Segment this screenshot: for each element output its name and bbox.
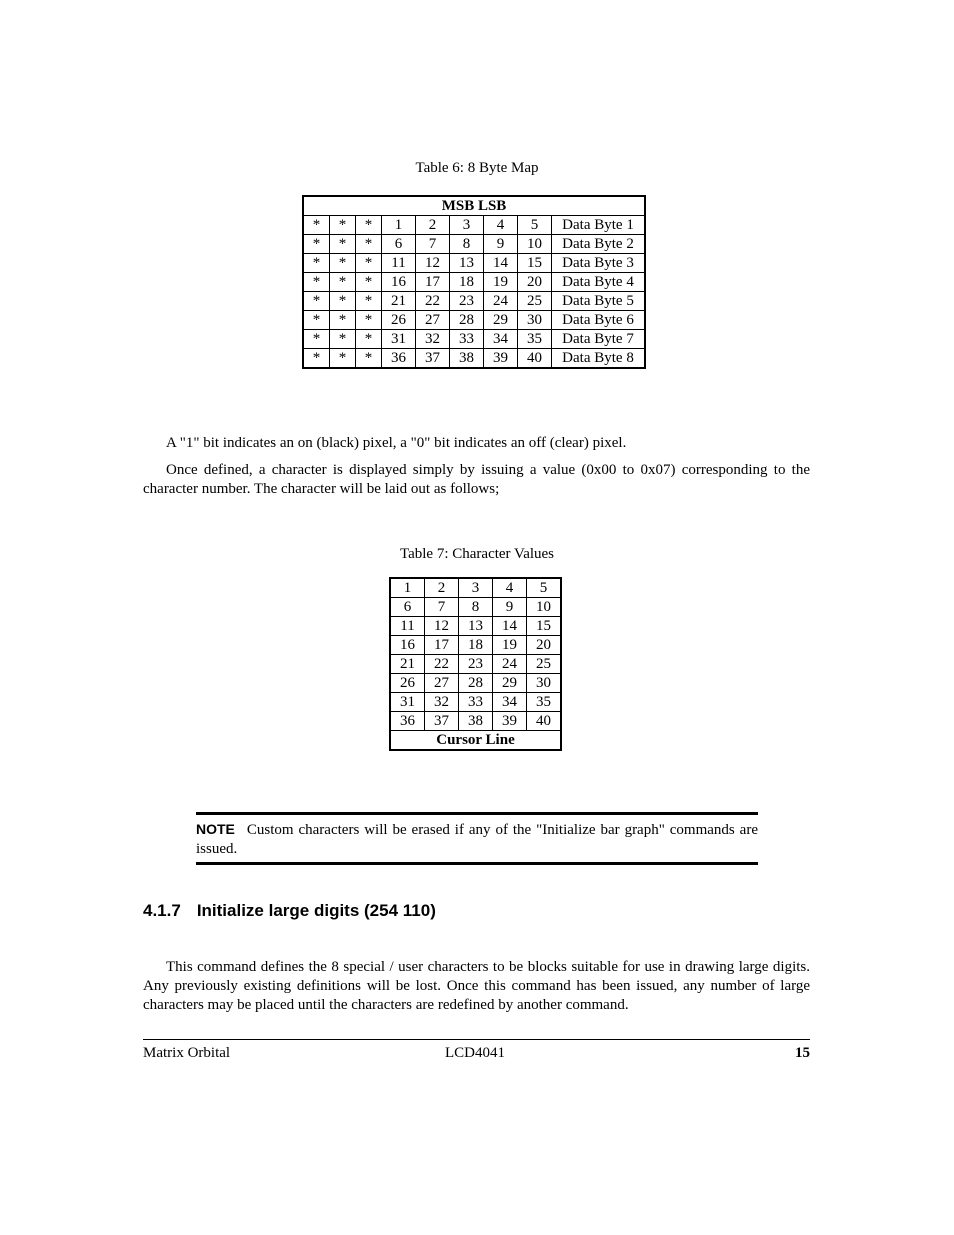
pixel-cell: 40 bbox=[527, 712, 562, 731]
unused-bit-cell: * bbox=[330, 273, 356, 292]
byte-map-row bbox=[303, 292, 645, 311]
unused-bit-cell: * bbox=[330, 254, 356, 273]
pixel-cell: 35 bbox=[527, 693, 562, 712]
pixel-cell: 18 bbox=[459, 636, 493, 655]
pixel-cell: 32 bbox=[416, 330, 450, 349]
paragraph-large-digits: This command defines the 8 special / user characters to be blocks suitable for use in drawing large digits. Any previously existing definitions will be lost. Once this command has been issued, any number of large characters may be placed until the characters are redefined by another command. bbox=[143, 959, 810, 1013]
pixel-cell: 1 bbox=[390, 578, 425, 598]
footer-rule bbox=[143, 1039, 810, 1040]
unused-bit-cell: * bbox=[303, 235, 330, 254]
pixel-cell: 28 bbox=[459, 674, 493, 693]
note-top-rule bbox=[196, 812, 758, 815]
pixel-cell: 12 bbox=[416, 254, 450, 273]
pixel-cell: 31 bbox=[390, 693, 425, 712]
section-heading bbox=[143, 900, 436, 922]
pixel-cell: 21 bbox=[390, 655, 425, 674]
pixel-cell: 6 bbox=[382, 235, 416, 254]
pixel-cell: 23 bbox=[450, 292, 484, 311]
pixel-cell: 37 bbox=[425, 712, 459, 731]
character-values-table bbox=[389, 577, 562, 751]
pixel-cell: 21 bbox=[382, 292, 416, 311]
unused-bit-cell: * bbox=[303, 254, 330, 273]
unused-bit-cell: * bbox=[330, 349, 356, 369]
pixel-cell: 9 bbox=[493, 598, 527, 617]
pixel-cell: 35 bbox=[518, 330, 552, 349]
character-row bbox=[390, 674, 561, 693]
section-title: Initialize large digits (254 110) bbox=[196, 901, 436, 920]
pixel-cell: 38 bbox=[459, 712, 493, 731]
unused-bit-cell: * bbox=[356, 216, 382, 235]
pixel-cell: 36 bbox=[390, 712, 425, 731]
pixel-cell: 31 bbox=[382, 330, 416, 349]
unused-bit-cell: * bbox=[356, 349, 382, 369]
unused-bit-cell: * bbox=[356, 292, 382, 311]
byte-map-row bbox=[303, 330, 645, 349]
paragraph-bit-meaning: A "1" bit indicates an on (black) pixel, a "0" bit indicates an off (clear) pixel. bbox=[166, 435, 627, 451]
pixel-cell: 24 bbox=[493, 655, 527, 674]
pixel-cell: 2 bbox=[425, 578, 459, 598]
cursor-line-row bbox=[390, 731, 561, 751]
pixel-cell: 16 bbox=[382, 273, 416, 292]
byte-map-table bbox=[302, 195, 646, 369]
footer-left: Matrix Orbital bbox=[143, 1045, 231, 1061]
character-row bbox=[390, 617, 561, 636]
pixel-cell: 39 bbox=[493, 712, 527, 731]
data-byte-label: Data Byte 8 bbox=[552, 349, 646, 369]
pixel-cell: 24 bbox=[484, 292, 518, 311]
cursor-line-label: Cursor Line bbox=[390, 731, 561, 751]
unused-bit-cell: * bbox=[330, 330, 356, 349]
pixel-cell: 8 bbox=[459, 598, 493, 617]
data-byte-label: Data Byte 3 bbox=[552, 254, 646, 273]
pixel-cell: 11 bbox=[382, 254, 416, 273]
pixel-cell: 3 bbox=[450, 216, 484, 235]
note-text: Custom characters will be erased if any of the "Initialize bar graph" commands are issued. bbox=[196, 822, 758, 857]
pixel-cell: 19 bbox=[493, 636, 527, 655]
character-row bbox=[390, 598, 561, 617]
pixel-cell: 4 bbox=[493, 578, 527, 598]
unused-bit-cell: * bbox=[330, 292, 356, 311]
byte-map-row bbox=[303, 311, 645, 330]
pixel-cell: 23 bbox=[459, 655, 493, 674]
pixel-cell: 30 bbox=[518, 311, 552, 330]
byte-map-header: MSB LSB bbox=[303, 196, 645, 216]
pixel-cell: 22 bbox=[425, 655, 459, 674]
pixel-cell: 5 bbox=[527, 578, 562, 598]
pixel-cell: 8 bbox=[450, 235, 484, 254]
pixel-cell: 7 bbox=[425, 598, 459, 617]
pixel-cell: 7 bbox=[416, 235, 450, 254]
pixel-cell: 29 bbox=[484, 311, 518, 330]
unused-bit-cell: * bbox=[303, 292, 330, 311]
pixel-cell: 36 bbox=[382, 349, 416, 369]
unused-bit-cell: * bbox=[356, 311, 382, 330]
unused-bit-cell: * bbox=[330, 311, 356, 330]
pixel-cell: 15 bbox=[527, 617, 562, 636]
pixel-cell: 10 bbox=[518, 235, 552, 254]
unused-bit-cell: * bbox=[356, 235, 382, 254]
table6-caption: Table 6: 8 Byte Map bbox=[415, 160, 539, 176]
pixel-cell: 30 bbox=[527, 674, 562, 693]
pixel-cell: 18 bbox=[450, 273, 484, 292]
footer-center: LCD4041 bbox=[445, 1045, 505, 1061]
pixel-cell: 27 bbox=[416, 311, 450, 330]
pixel-cell: 25 bbox=[518, 292, 552, 311]
pixel-cell: 2 bbox=[416, 216, 450, 235]
pixel-cell: 33 bbox=[450, 330, 484, 349]
pixel-cell: 26 bbox=[390, 674, 425, 693]
pixel-cell: 33 bbox=[459, 693, 493, 712]
pixel-cell: 26 bbox=[382, 311, 416, 330]
note-label: NOTE bbox=[196, 821, 235, 837]
table7-caption: Table 7: Character Values bbox=[399, 546, 555, 562]
pixel-cell: 15 bbox=[518, 254, 552, 273]
byte-map-row bbox=[303, 235, 645, 254]
character-row bbox=[390, 693, 561, 712]
data-byte-label: Data Byte 6 bbox=[552, 311, 646, 330]
unused-bit-cell: * bbox=[303, 311, 330, 330]
pixel-cell: 14 bbox=[493, 617, 527, 636]
paragraph-character-display: Once defined, a character is displayed simply by issuing a value (0x00 to 0x07) corresponding to the character number. The character will be laid out as follows; bbox=[143, 462, 810, 497]
pixel-cell: 1 bbox=[382, 216, 416, 235]
character-row bbox=[390, 578, 561, 598]
data-byte-label: Data Byte 1 bbox=[552, 216, 646, 235]
pixel-cell: 38 bbox=[450, 349, 484, 369]
pixel-cell: 17 bbox=[416, 273, 450, 292]
pixel-cell: 11 bbox=[390, 617, 425, 636]
pixel-cell: 34 bbox=[484, 330, 518, 349]
pixel-cell: 10 bbox=[527, 598, 562, 617]
pixel-cell: 27 bbox=[425, 674, 459, 693]
data-byte-label: Data Byte 4 bbox=[552, 273, 646, 292]
unused-bit-cell: * bbox=[303, 349, 330, 369]
pixel-cell: 4 bbox=[484, 216, 518, 235]
pixel-cell: 32 bbox=[425, 693, 459, 712]
pixel-cell: 16 bbox=[390, 636, 425, 655]
pixel-cell: 12 bbox=[425, 617, 459, 636]
unused-bit-cell: * bbox=[330, 235, 356, 254]
pixel-cell: 5 bbox=[518, 216, 552, 235]
pixel-cell: 29 bbox=[493, 674, 527, 693]
pixel-cell: 19 bbox=[484, 273, 518, 292]
note-bottom-rule bbox=[196, 862, 758, 865]
pixel-cell: 28 bbox=[450, 311, 484, 330]
section-number: 4.1.7 bbox=[143, 901, 181, 920]
unused-bit-cell: * bbox=[303, 273, 330, 292]
character-row bbox=[390, 636, 561, 655]
pixel-cell: 9 bbox=[484, 235, 518, 254]
byte-map-row bbox=[303, 216, 645, 235]
unused-bit-cell: * bbox=[303, 216, 330, 235]
byte-map-row bbox=[303, 349, 645, 369]
pixel-cell: 13 bbox=[450, 254, 484, 273]
pixel-cell: 37 bbox=[416, 349, 450, 369]
byte-map-row bbox=[303, 254, 645, 273]
data-byte-label: Data Byte 7 bbox=[552, 330, 646, 349]
character-row bbox=[390, 655, 561, 674]
byte-map-row bbox=[303, 273, 645, 292]
unused-bit-cell: * bbox=[356, 273, 382, 292]
pixel-cell: 25 bbox=[527, 655, 562, 674]
data-byte-label: Data Byte 5 bbox=[552, 292, 646, 311]
pixel-cell: 20 bbox=[518, 273, 552, 292]
pixel-cell: 40 bbox=[518, 349, 552, 369]
pixel-cell: 3 bbox=[459, 578, 493, 598]
unused-bit-cell: * bbox=[303, 330, 330, 349]
pixel-cell: 6 bbox=[390, 598, 425, 617]
data-byte-label: Data Byte 2 bbox=[552, 235, 646, 254]
pixel-cell: 22 bbox=[416, 292, 450, 311]
pixel-cell: 13 bbox=[459, 617, 493, 636]
pixel-cell: 17 bbox=[425, 636, 459, 655]
page-number: 15 bbox=[795, 1045, 810, 1061]
unused-bit-cell: * bbox=[356, 254, 382, 273]
unused-bit-cell: * bbox=[356, 330, 382, 349]
character-row bbox=[390, 712, 561, 731]
pixel-cell: 34 bbox=[493, 693, 527, 712]
pixel-cell: 14 bbox=[484, 254, 518, 273]
pixel-cell: 20 bbox=[527, 636, 562, 655]
pixel-cell: 39 bbox=[484, 349, 518, 369]
unused-bit-cell: * bbox=[330, 216, 356, 235]
note-box bbox=[196, 820, 758, 859]
